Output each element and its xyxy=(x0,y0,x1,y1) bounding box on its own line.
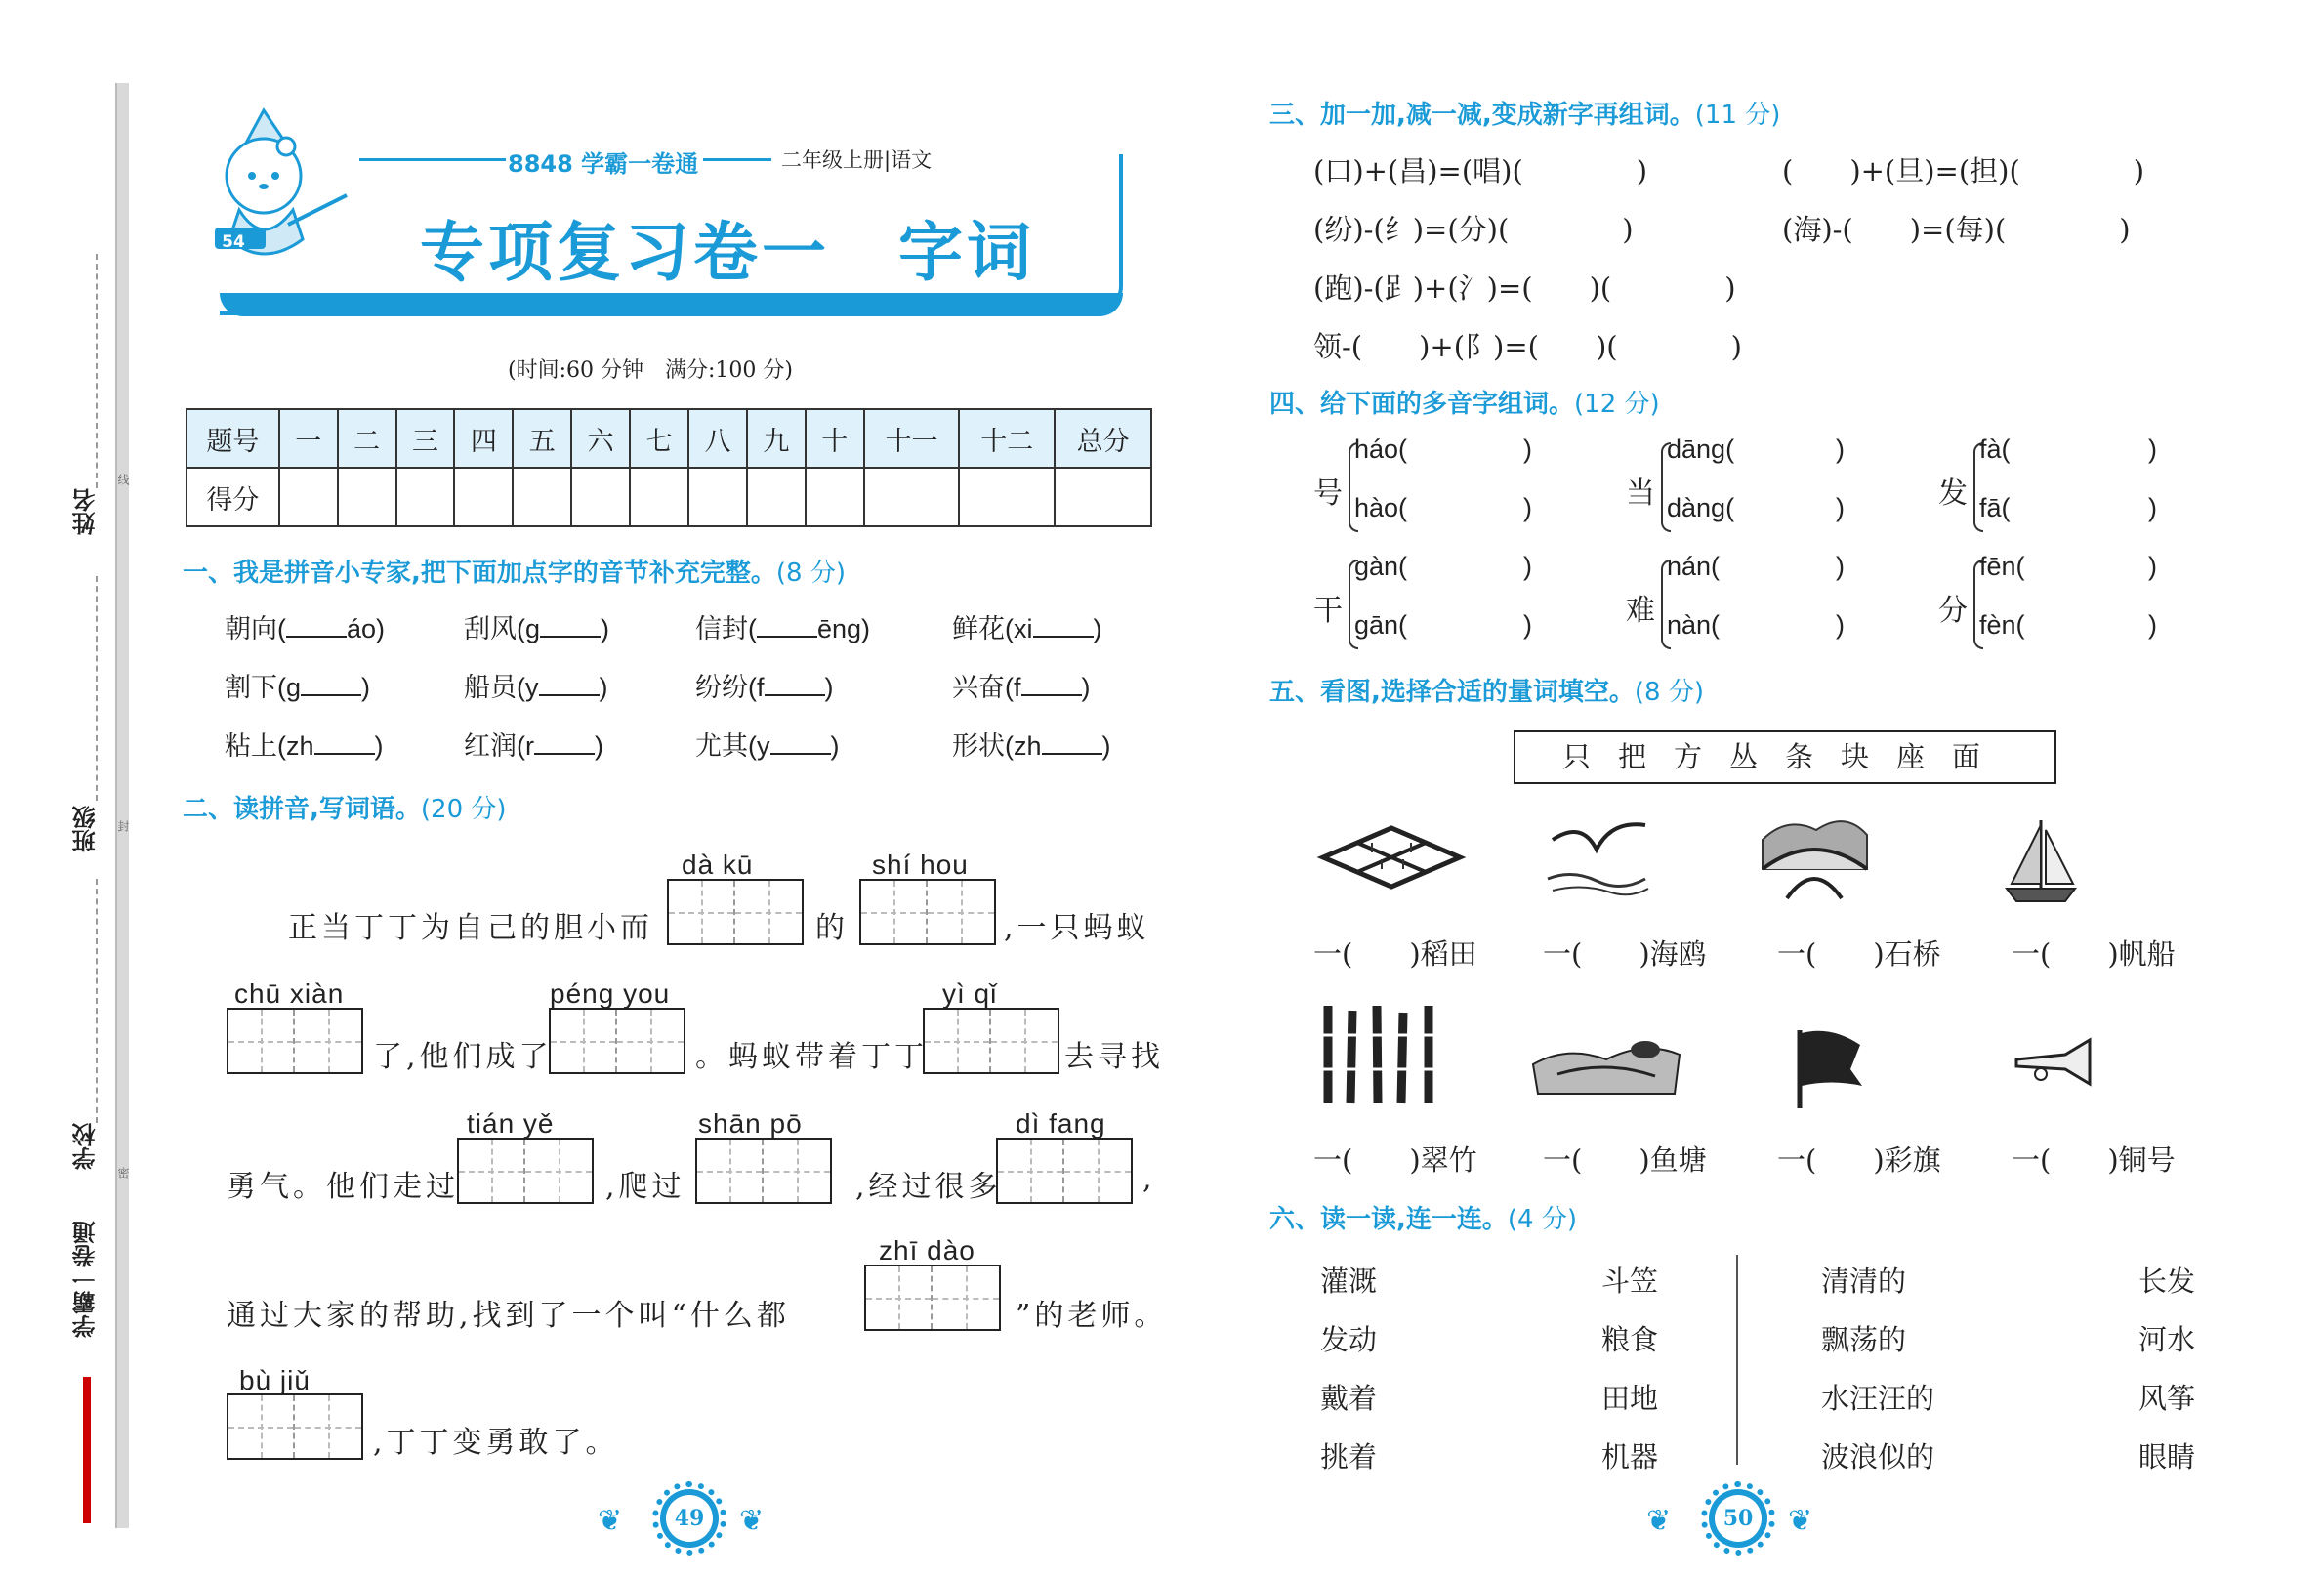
q5-item: 一( )稻田 xyxy=(1313,937,1477,971)
pinyin-label: péng you xyxy=(550,978,671,1009)
brand-label: 学霸一卷通 xyxy=(72,1221,100,1338)
q1-blank[interactable] xyxy=(534,729,595,755)
writing-cell[interactable] xyxy=(551,1010,617,1072)
q3-line: 领-( )+(阝)=( )( ) xyxy=(1313,330,1742,363)
q1-prefix: 刮风(g xyxy=(464,614,541,643)
match-word[interactable]: 清清的 xyxy=(1821,1265,1907,1298)
q5-item: 一( )翠竹 xyxy=(1313,1143,1477,1177)
q6-divider xyxy=(1736,1255,1738,1465)
writing-cell[interactable] xyxy=(866,1266,933,1329)
grade-info: 二年级上册|语文 xyxy=(781,148,933,172)
passage-text: 。蚂蚁带着丁丁 xyxy=(695,1040,928,1074)
q4-title: 四、给下面的多音字组词。(12 分) xyxy=(1269,390,1660,419)
q1-suffix: ) xyxy=(361,673,371,702)
passage-text: ,经过很多 xyxy=(855,1170,1002,1204)
sprout-icon: ❦ xyxy=(1788,1504,1813,1538)
polyphone-option: gàn( xyxy=(1354,552,1408,581)
q1-blank[interactable] xyxy=(765,671,825,696)
sprout-icon: ❦ xyxy=(739,1504,765,1538)
writing-cell[interactable] xyxy=(991,1010,1058,1072)
q1-prefix: 形状(zh xyxy=(952,731,1042,761)
pinyin-label: shí hou xyxy=(872,850,969,880)
q1-item xyxy=(952,607,1102,645)
rice-field-icon xyxy=(1313,818,1470,896)
writing-cell[interactable] xyxy=(1064,1140,1131,1202)
score-header-cell: 十一 xyxy=(864,409,960,468)
cut-line xyxy=(96,879,98,1123)
series-name xyxy=(508,145,698,179)
page-title: 专项复习卷一 字词 xyxy=(420,215,1035,290)
score-header-cell: 题号 xyxy=(187,409,279,468)
match-word[interactable]: 粮食 xyxy=(1601,1323,1659,1356)
score-row-label: 得分 xyxy=(187,468,279,526)
q1-prefix: 朝向( xyxy=(225,614,286,643)
sailboat-icon xyxy=(1997,815,2085,908)
writing-cell[interactable] xyxy=(861,881,928,943)
series-number: 8848 xyxy=(508,150,573,178)
binding-strip xyxy=(115,83,129,1528)
writing-cell[interactable] xyxy=(735,881,802,943)
writing-cell[interactable] xyxy=(933,1266,999,1329)
q1-prefix: 粘上(zh xyxy=(225,731,314,761)
q5-item: 一( )鱼塘 xyxy=(1543,1143,1707,1177)
q1-item xyxy=(695,725,840,763)
cut-mark: 封 xyxy=(116,820,130,832)
q5-item: 一( )铜号 xyxy=(2012,1143,2176,1177)
page-number-text: 49 xyxy=(666,1495,713,1542)
q1-blank[interactable] xyxy=(314,729,375,755)
polyphone-blank-close[interactable]: ) xyxy=(1836,493,1845,522)
writing-cell[interactable] xyxy=(295,1010,361,1072)
badge-number: 54 xyxy=(222,232,245,252)
polyphone-option: fā( xyxy=(1979,493,2011,522)
polyphone-blank-close[interactable]: ) xyxy=(1523,435,1532,464)
score-header-cell: 总分 xyxy=(1055,409,1151,468)
series-rule xyxy=(359,158,506,161)
polyphone-group xyxy=(1938,435,2231,542)
sprout-icon: ❦ xyxy=(1646,1504,1672,1538)
page-number-left xyxy=(660,1489,719,1548)
q1-blank[interactable] xyxy=(286,612,347,638)
q5-item: 一( )石桥 xyxy=(1777,937,1941,971)
polyphone-group xyxy=(1313,552,1606,659)
polyphone-group xyxy=(1938,552,2231,659)
score-header-cell: 十 xyxy=(806,409,864,468)
score-header-cell: 一 xyxy=(279,409,338,468)
polyphone-option: dāng( xyxy=(1667,435,1735,464)
writing-cell[interactable] xyxy=(295,1395,361,1458)
bamboo-icon xyxy=(1313,1001,1440,1108)
score-cell[interactable] xyxy=(513,468,571,526)
q1-item xyxy=(464,607,609,645)
pinyin-label: shān pō xyxy=(698,1108,803,1139)
score-cell[interactable] xyxy=(688,468,747,526)
polyphone-group xyxy=(1313,435,1606,542)
q1-title: 一、我是拼音小专家,把下面加点字的音节补充完整。(8 分) xyxy=(183,559,846,588)
q1-prefix: 船员(y xyxy=(464,673,539,702)
polyphone-option: nàn( xyxy=(1667,610,1721,640)
match-word[interactable]: 水汪汪的 xyxy=(1821,1382,1935,1415)
pinyin-label: yì qǐ xyxy=(942,978,998,1009)
q1-item xyxy=(952,725,1111,763)
writing-grid[interactable] xyxy=(457,1138,594,1204)
match-word[interactable]: 戴着 xyxy=(1320,1382,1378,1415)
q1-item xyxy=(952,666,1091,704)
match-word[interactable]: 眼睛 xyxy=(2138,1440,2196,1473)
score-cell[interactable] xyxy=(279,468,338,526)
q1-suffix: ) xyxy=(1101,731,1111,761)
pinyin-label: chū xiàn xyxy=(234,978,345,1009)
score-cell[interactable] xyxy=(806,468,864,526)
writing-cell[interactable] xyxy=(617,1010,684,1072)
q1-item xyxy=(695,607,870,645)
q1-suffix: ) xyxy=(1081,673,1091,702)
polyphone-group xyxy=(1626,435,1919,542)
score-cell[interactable] xyxy=(747,468,806,526)
q1-blank[interactable] xyxy=(757,612,817,638)
polyphone-char: 号 xyxy=(1313,477,1343,511)
match-word[interactable]: 灌溉 xyxy=(1320,1265,1378,1298)
q1-item xyxy=(225,725,384,763)
q1-blank[interactable] xyxy=(1033,612,1094,638)
q1-blank[interactable] xyxy=(1021,671,1082,696)
passage-text: ,一只蚂蚁 xyxy=(1004,911,1150,945)
writing-cell[interactable] xyxy=(228,1010,295,1072)
score-header-cell: 七 xyxy=(630,409,688,468)
passage-text: 通过大家的帮助,找到了一个叫“什么都 xyxy=(227,1299,790,1333)
series-text: 学霸一卷通 xyxy=(581,150,699,178)
class-label: 班级 xyxy=(72,806,100,852)
writing-grid[interactable] xyxy=(695,1138,832,1204)
q5-title: 五、看图,选择合适的量词填空。(8 分) xyxy=(1269,678,1704,707)
fish-pond-icon xyxy=(1528,1025,1684,1103)
writing-grid[interactable] xyxy=(864,1265,1001,1331)
q1-suffix: áo) xyxy=(347,614,386,643)
page-number-right xyxy=(1709,1489,1767,1548)
score-cell[interactable] xyxy=(571,468,630,526)
writing-grid[interactable] xyxy=(996,1138,1133,1204)
q1-blank[interactable] xyxy=(540,612,601,638)
polyphone-char: 当 xyxy=(1626,477,1655,511)
writing-cell[interactable] xyxy=(697,1140,764,1202)
q1-blank[interactable] xyxy=(539,671,600,696)
match-word[interactable]: 发动 xyxy=(1320,1323,1378,1356)
q3-line: (口)+(昌)=(唱)( ) xyxy=(1313,154,1648,187)
writing-grid[interactable] xyxy=(859,879,996,945)
series-rule xyxy=(703,158,771,161)
q1-suffix: ) xyxy=(830,731,840,761)
q1-prefix: 纷纷(f xyxy=(695,673,765,702)
q1-suffix: ) xyxy=(374,731,384,761)
score-header-cell: 九 xyxy=(747,409,806,468)
q1-suffix: ) xyxy=(599,673,608,702)
match-word[interactable]: 挑着 xyxy=(1320,1440,1378,1473)
polyphone-option: fèn( xyxy=(1979,610,2025,640)
passage-text: ”的老师。 xyxy=(1016,1299,1168,1333)
q1-item xyxy=(464,666,608,704)
passage-text: 的 xyxy=(815,911,849,945)
title-banner-base xyxy=(220,293,1123,316)
time-info: (时间:60 分钟 满分:100 分) xyxy=(508,358,793,383)
writing-grid[interactable] xyxy=(667,879,804,945)
q1-prefix: 信封( xyxy=(695,614,757,643)
match-word[interactable]: 飘荡的 xyxy=(1821,1323,1907,1356)
polyphone-option: gān( xyxy=(1354,610,1408,640)
q1-item xyxy=(225,607,385,645)
polyphone-char: 发 xyxy=(1938,477,1968,511)
q1-suffix: ) xyxy=(594,731,603,761)
score-header-cell: 八 xyxy=(688,409,747,468)
writing-cell[interactable] xyxy=(925,1010,991,1072)
score-cell[interactable] xyxy=(454,468,513,526)
q1-item xyxy=(225,666,370,704)
q3-line: (跑)-(𧾷)+(氵)=( )( ) xyxy=(1313,271,1736,305)
polyphone-char: 分 xyxy=(1938,594,1968,628)
score-cell[interactable] xyxy=(630,468,688,526)
writing-grid[interactable] xyxy=(549,1008,685,1074)
q3-line: ( )+(旦)=(担)( ) xyxy=(1782,154,2145,187)
writing-cell[interactable] xyxy=(669,881,735,943)
polyphone-char: 难 xyxy=(1626,594,1655,628)
trumpet-icon xyxy=(2012,1035,2095,1094)
q5-item: 一( )海鸥 xyxy=(1543,937,1707,971)
measure-word-box: 只把方丛条块座面 xyxy=(1514,730,2056,784)
q1-suffix: ) xyxy=(824,673,834,702)
writing-grid[interactable] xyxy=(227,1008,363,1074)
match-word[interactable]: 风筝 xyxy=(2138,1382,2196,1415)
red-bar xyxy=(83,1377,91,1523)
polyphone-option: nán( xyxy=(1667,552,1721,581)
score-cell[interactable] xyxy=(959,468,1055,526)
match-word[interactable]: 波浪似的 xyxy=(1821,1440,1935,1473)
flag-icon xyxy=(1792,1025,1870,1113)
sprout-icon: ❦ xyxy=(598,1504,623,1538)
match-word[interactable]: 田地 xyxy=(1601,1382,1659,1415)
score-cell[interactable] xyxy=(396,468,455,526)
score-header-cell: 六 xyxy=(571,409,630,468)
q1-suffix: ēng) xyxy=(817,614,871,643)
cut-line xyxy=(96,576,98,801)
writing-grid[interactable] xyxy=(923,1008,1059,1074)
polyphone-blank-close[interactable]: ) xyxy=(2148,435,2157,464)
writing-cell[interactable] xyxy=(764,1140,830,1202)
q1-prefix: 红润(r xyxy=(464,731,534,761)
pinyin-label: tián yě xyxy=(467,1108,555,1139)
pinyin-label: zhī dào xyxy=(879,1235,975,1266)
q2-title: 二、读拼音,写词语。(20 分) xyxy=(183,795,507,824)
score-cell[interactable] xyxy=(1055,468,1151,526)
polyphone-blank-close[interactable]: ) xyxy=(1836,610,1845,640)
q1-blank[interactable] xyxy=(1042,729,1102,755)
polyphone-group xyxy=(1626,552,1919,659)
name-label: 姓名 xyxy=(72,488,100,535)
q1-blank[interactable] xyxy=(770,729,831,755)
q1-blank[interactable] xyxy=(301,671,361,696)
q1-prefix: 割下(g xyxy=(225,673,302,702)
q5-item: 一( )帆船 xyxy=(2012,937,2176,971)
score-table xyxy=(186,408,1152,527)
writing-cell[interactable] xyxy=(998,1140,1064,1202)
q3-line: (纷)-(纟)=(分)( ) xyxy=(1313,213,1634,246)
match-word[interactable]: 河水 xyxy=(2138,1323,2196,1356)
q5-item: 一( )彩旗 xyxy=(1777,1143,1941,1177)
polyphone-blank-close[interactable]: ) xyxy=(1836,552,1845,581)
cut-mark: 线 xyxy=(116,474,130,485)
score-header-cell: 三 xyxy=(396,409,455,468)
writing-cell[interactable] xyxy=(228,1395,295,1458)
cut-mark: 密 xyxy=(116,1167,130,1179)
pinyin-label: dì fang xyxy=(1016,1108,1106,1139)
passage-text: 勇气。他们走过 xyxy=(227,1170,459,1204)
writing-grid[interactable] xyxy=(227,1393,363,1460)
polyphone-blank-close[interactable]: ) xyxy=(1836,435,1845,464)
q3-line: (海)-( )=(每)( ) xyxy=(1782,213,2131,246)
polyphone-option: dàng( xyxy=(1667,493,1735,522)
polyphone-blank-close[interactable]: ) xyxy=(1523,493,1532,522)
score-header-cell: 四 xyxy=(454,409,513,468)
polyphone-option: háo( xyxy=(1354,435,1408,464)
pinyin-label: bù jiǔ xyxy=(239,1365,311,1395)
score-cell[interactable] xyxy=(864,468,960,526)
writing-cell[interactable] xyxy=(928,881,994,943)
q1-suffix: ) xyxy=(1093,614,1102,643)
writing-cell[interactable] xyxy=(459,1140,525,1202)
polyphone-option: fà( xyxy=(1979,435,2011,464)
score-cell[interactable] xyxy=(338,468,396,526)
passage-text: , xyxy=(1142,1162,1156,1196)
passage-text: 了,他们成了 xyxy=(373,1040,553,1074)
match-word[interactable]: 长发 xyxy=(2138,1265,2196,1298)
q1-prefix: 鲜花(xi xyxy=(952,614,1033,643)
score-header-cell: 二 xyxy=(338,409,396,468)
polyphone-blank-close[interactable]: ) xyxy=(2148,610,2157,640)
pinyin-label: dà kū xyxy=(682,850,754,880)
polyphone-option: hào( xyxy=(1354,493,1408,522)
q1-prefix: 兴奋(f xyxy=(952,673,1021,702)
writing-cell[interactable] xyxy=(525,1140,592,1202)
q1-suffix: ) xyxy=(601,614,610,643)
q6-title: 六、读一读,连一连。(4 分) xyxy=(1269,1205,1577,1234)
polyphone-blank-close[interactable]: ) xyxy=(2148,493,2157,522)
match-word[interactable]: 斗笠 xyxy=(1601,1265,1659,1298)
polyphone-option: fēn( xyxy=(1979,552,2025,581)
seagull-icon xyxy=(1543,810,1650,898)
polyphone-blank-close[interactable]: ) xyxy=(2148,552,2157,581)
score-header-cell: 五 xyxy=(513,409,571,468)
stone-bridge-icon xyxy=(1758,810,1870,903)
cut-line xyxy=(96,254,98,488)
polyphone-char: 干 xyxy=(1313,594,1343,628)
q1-prefix: 尤其(y xyxy=(695,731,770,761)
polyphone-blank-close[interactable]: ) xyxy=(1523,552,1532,581)
school-label: 学校 xyxy=(72,1123,100,1170)
passage-text: ,爬过 xyxy=(605,1170,685,1204)
passage-text: 去寻找 xyxy=(1064,1040,1164,1074)
passage-text: ,丁丁变勇敢了。 xyxy=(373,1426,619,1460)
passage-text: 正当丁丁为自己的胆小而 xyxy=(288,911,653,945)
match-word[interactable]: 机器 xyxy=(1601,1440,1659,1473)
q1-item xyxy=(464,725,603,763)
polyphone-blank-close[interactable]: ) xyxy=(1523,610,1532,640)
score-header-cell: 十二 xyxy=(959,409,1055,468)
q1-item xyxy=(695,666,834,704)
page-number-text: 50 xyxy=(1715,1495,1762,1542)
q3-title: 三、加一加,减一减,变成新字再组词。(11 分) xyxy=(1269,101,1781,130)
